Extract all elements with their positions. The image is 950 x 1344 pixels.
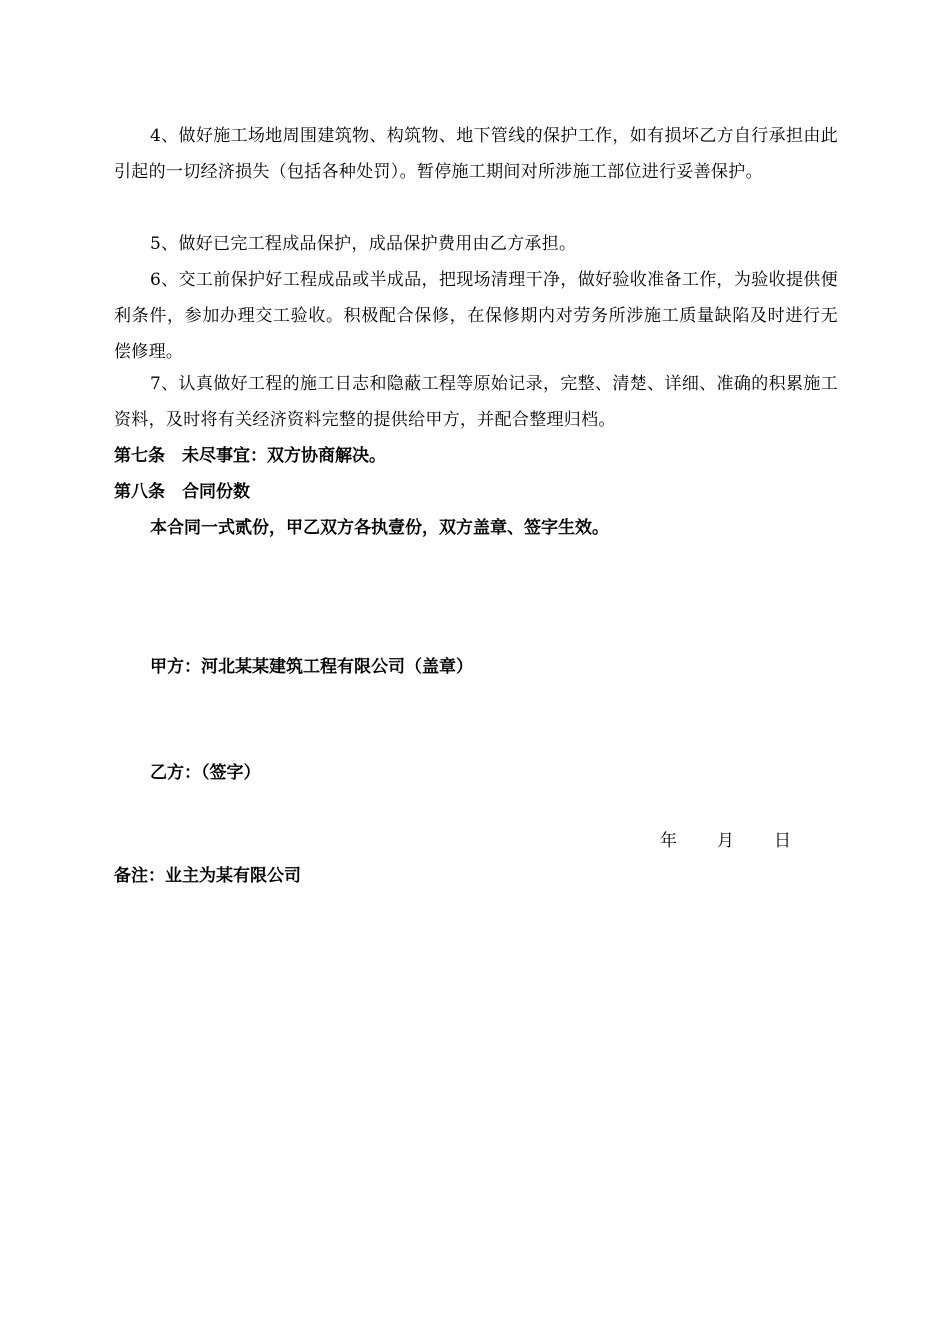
article-8-body: 本合同一式贰份，甲乙双方各执壹份，双方盖章、签字生效。	[150, 518, 609, 538]
clause-item-4: 4、做好施工场地周围建筑物、构筑物、地下管线的保护工作，如有损坏乙方自行承担由此引起的一切经济损失（包括各种处罚）。暂停施工期间对所涉施工部位进行妥善保护。	[114, 126, 838, 182]
party-b-signature: 乙方：（签字）	[150, 763, 261, 783]
party-a-signature: 甲方：河北某某建筑工程有限公司（盖章）	[150, 657, 473, 677]
clause-item-5: 5、做好已完工程成品保护，成品保护费用由乙方承担。	[150, 234, 577, 254]
date-day: 日	[774, 831, 791, 851]
date-year: 年	[660, 831, 677, 851]
article-7: 第七条 未尽事宜：双方协商解决。	[114, 446, 386, 466]
date-month: 月	[717, 831, 734, 851]
note: 备注：业主为某有限公司	[114, 866, 301, 886]
clause-item-6: 6、交工前保护好工程成品或半成品，把现场清理干净，做好验收准备工作，为验收提供便利条件，参加办理交工验收。积极配合保修，在保修期内对劳务所涉施工质量缺陷及时进行无偿修理。	[114, 270, 838, 362]
date-line	[660, 826, 791, 851]
article-8-heading: 第八条 合同份数	[114, 482, 250, 502]
clause-item-7: 7、认真做好工程的施工日志和隐蔽工程等原始记录，完整、清楚、详细、准确的积累施工资料，及时将有关经济资料完整的提供给甲方，并配合整理归档。	[114, 374, 838, 430]
